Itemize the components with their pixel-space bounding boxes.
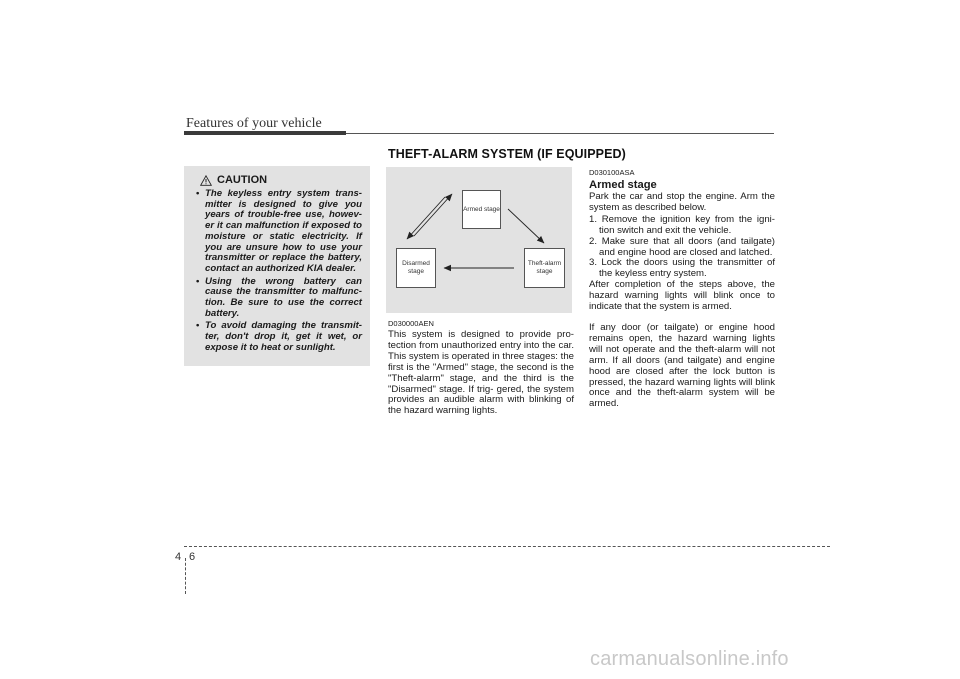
intro-paragraph: This system is designed to provide pro- tection from unauthorized entry into the car. This system is operated in three stages: the first is the "Armed" stage, the second is the "Theft-alarm" stage, and the third is the "Disarmed" stage. If trig- gered, the system provides an audible alarm with blinking of the hazard warning lights.: [388, 329, 574, 417]
caution-item-text: The keyless entry system trans- mitter is designed to give you years of trouble-free use, howev- er it can malfunction if exposed to moisture or static electricity. If you are unsure how to use your transmitter or replace the battery, contact an authorized KIA dealer.: [205, 188, 362, 274]
arrow-disarmed-to-armed: [414, 194, 452, 236]
caution-header: [200, 174, 362, 186]
armed-intro-paragraph: Park the car and stop the engine. Arm the system as described below.: [589, 191, 775, 213]
theft-alarm-stage-box: Theft-alarm stage: [524, 248, 565, 288]
note-paragraph: If any door (or tailgate) or engine hood remains open, the hazard warning lights will not operate and the theft-alarm will not arm. If all doors (and tailgate) and engine hood are closed after the lock button is pressed, the hazard warning lights will blink once and the theft-alarm system will be armed.: [589, 321, 775, 410]
caution-item-text: Using the wrong battery can cause the transmitter to malfunc- tion. Be sure to use the correct battery.: [205, 275, 362, 319]
alarm-stage-diagram: [386, 167, 572, 313]
disarmed-stage-box: Disarmed stage: [396, 248, 436, 288]
arming-step: 1. Remove the ignition key from the igni- tion switch and exit the vehicle.: [589, 213, 775, 236]
watermark: carmanualsonline.info: [590, 648, 789, 670]
caution-item-text: To avoid damaging the transmit- ter, don't drop it, get it wet, or expose it to heat or sunlight.: [205, 320, 362, 353]
arrow-armed-to-theft: [508, 209, 544, 243]
armed-stage-heading: Armed stage: [589, 179, 657, 191]
caution-box: [184, 166, 370, 366]
header-rule-thin: [346, 133, 774, 134]
caution-item: • Using the wrong battery can cause the transmitter to malfunc- tion. Be sure to use the correct battery.: [196, 275, 362, 319]
armed-stage-box: Armed stage: [462, 190, 501, 229]
footer-vertical-rule: [185, 558, 186, 594]
page-number: 6: [189, 551, 196, 563]
section-title: THEFT-ALARM SYSTEM (IF EQUIPPED): [388, 147, 626, 161]
caution-item: • The keyless entry system trans- mitter is designed to give you years of trouble-free use, howev- er it can malfunction if exposed to moisture or static electricity. If you are unsure how to use your transmitter or replace the battery, contact an authorized KIA dealer.: [196, 188, 362, 274]
after-steps-paragraph: After completion of the steps above, the hazard warning lights will blink once to indicate that the system is armed.: [589, 279, 775, 313]
right-column: [589, 168, 775, 410]
page-chapter-number: 4: [175, 551, 182, 563]
caution-item: • To avoid damaging the transmit- ter, don't drop it, get it wet, or expose it to heat or sunlight.: [196, 320, 362, 353]
diagram-arrows: [386, 167, 572, 313]
section-code: D030100ASA: [589, 168, 635, 177]
arrow-armed-to-disarmed: [407, 197, 445, 239]
middle-column: [388, 319, 574, 417]
arming-steps-list: [589, 215, 775, 280]
page-header-title: Features of your vehicle: [186, 116, 322, 131]
caution-title: CAUTION: [217, 174, 268, 186]
arming-step: 3. Lock the doors using the transmitter of the keyless entry system.: [589, 257, 775, 280]
header-rule-thick: [184, 131, 346, 135]
caution-list: [190, 189, 362, 354]
arming-step: 2. Make sure that all doors (and tailgate) and engine hood are closed and latched.: [589, 235, 775, 258]
section-code: D030000AEN: [388, 319, 434, 328]
warning-triangle-icon: [200, 175, 212, 186]
footer-rule: [184, 546, 830, 547]
